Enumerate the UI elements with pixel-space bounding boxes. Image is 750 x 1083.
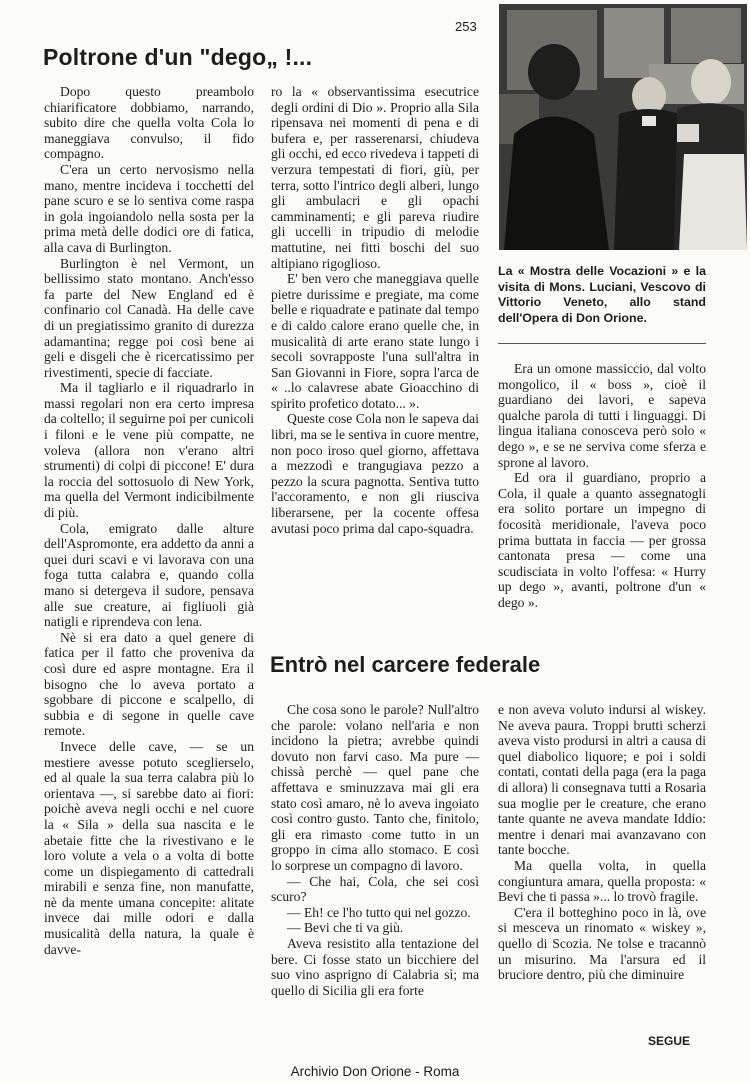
paragraph: Ed ora il guardiano, proprio a Cola, il quale a quanto assegnatogli era solito portare un impegno di focosità meridionale, l'aveva poco prima buttata in faccia — per grossa cantonata presa — come una scudisciata in volto l'offesa: « Hurry up dego », avanti, poltrone d'un « dego ».	[498, 470, 706, 610]
paragraph: Queste cose Cola non le sapeva dai libri, ma se le sentiva in cuore mentre, non poco iroso quel giorno, affettava a mezzodì e trangugiava pezzo a pezzo la scura pagnotta. Sentiva tutto l'accoramento, e non gli riusciva liberarsene, per la cocente offesa avutasi poco prima dal capo-squadra.	[271, 411, 479, 536]
paragraph: ro la « observantissima esecutrice degli ordini di Dio ». Proprio alla Sila ripensava nei momenti di pena e di bufera e, per rasserenarsi, chiudeva gli occhi, ed ecco rivedeva i tappeti di verzura tempestati di fiori, giù, per terra, sotto l'intrico degli alberi, lungo gli ambulacri e gli opachi camminamenti; e gli pareva riudire gli uccelli in tripudio di melodie mattutine, nei fitti boschi del suo altipiano rigoglioso.	[271, 84, 479, 271]
paragraph: Era un omone massiccio, dal volto mongolico, il « boss », cioè il guardiano dei lavori, e sapeva qualche parola di tutti i linguaggi. Di lingua italiana conosceva però solo « dego », e se ne serviva come sferza e sprone al lavoro.	[498, 361, 706, 470]
paragraph: Burlington è nel Vermont, un bellissimo stato montano. Anch'esso fa parte del New England ed è confinario col Canadà. Ha delle cave di un pregiatissimo granito di durezza adamantina; regge poi così bene ai geli e disgeli che è ricercatissimo per rivestimenti, specie di facciate.	[44, 255, 254, 380]
page-number: 253	[455, 19, 477, 34]
paragraph: Nè si era dato a quel genere di fatica per il fatto che proveniva da così dure ed aspre montagne. Era il bisogno che lo aveva portato a sgobbare di piccone e scalpello, di subbia e di segone in quelle cave remote.	[44, 629, 254, 739]
archive-footer: Archivio Don Orione - Roma	[290, 1064, 460, 1079]
paragraph: Dopo questo preambolo chiarificatore dobbiamo, narrando, subito dire che quella volta Cola lo maneggiava convulso, il fido compagno.	[44, 84, 254, 162]
section-heading: Entrò nel carcere federale	[270, 652, 541, 677]
paragraph: — Che hai, Cola, che sei così scuro?	[271, 873, 479, 905]
photo-vocations-exhibition	[499, 4, 747, 250]
paragraph: Che cosa sono le parole? Null'altro che parole: volano nell'aria e non incidono la pietra; avrebbe quindi dovuto non farvi caso. Ma pure — chissà perchè — quel pane che affettava e sminuzzava mai gli era stato così amaro, nè lo aveva ingoiato così contro gusto. Tanto che, finitolo, gli era rimasto come tutto in un groppo in cima allo stomaco. E così lo sorprese un compagno di lavoro.	[271, 702, 479, 873]
photo-caption: La « Mostra delle Vocazioni » e la visita di Mons. Luciani, Vescovo di Vittorio Veneto, allo stand dell'Opera di Don Orione.	[498, 264, 706, 325]
paragraph: Ma il tagliarlo e il riquadrarlo in massi regolari non era certo impresa da coltello; il seguirne poi per cunicoli i filoni e le vene più compatte, ne voleva (allora non v'erano altri strumenti) di colpi di piccone! E' dura la roccia del sottosuolo di New York, ma quella del Vermont indicibilmente di più.	[44, 380, 254, 521]
text-column-4	[271, 702, 479, 998]
paragraph: Aveva resistito alla tentazione del bere. Ci fosse stato un bicchiere del suo vino asprigno di Calabria sì; ma quello di Sicilia gli era forte	[271, 935, 479, 998]
photo-illustration	[499, 4, 747, 250]
paragraph: Invece delle cave, — se un mestiere avesse potuto sceglierselo, ed al quale la sua terra calabra più lo orientava —, si sarebbe dato ai fiori: poichè aveva negli occhi e nel cuore la « Sila » della sua nascita e le abetaie fitte che la rivestivano e le loro volute a vela o a volta di botte come un dispiegamento di cattedrali mirabili e senza fine, non manufatte, nè da mente umana concepite: alitate invece dai mille odori e dalla musicalità della natura, la quale è davve-	[44, 738, 254, 957]
paragraph: — Bevi che ti va giù.	[287, 920, 404, 936]
caption-divider	[498, 343, 706, 344]
continues-label: SEGUE	[648, 1034, 691, 1048]
paragraph: — Eh! ce l'ho tutto qui nel gozzo.	[287, 904, 471, 920]
paragraph: e non aveva voluto indursi al wiskey. Ne aveva paura. Troppi brutti scherzi aveva visto prodursi in altri a causa di quel diabolico liquore; e poi i soldi contati, contati della paga (era la paga di allora) li consegnava tutti a Rosaria sua moglie per le creature, che erano tante quante ne aveva mandate Iddio: mentre i denari mai avanzavano con tante bocche.	[498, 702, 706, 858]
text-column-1	[44, 84, 254, 957]
paragraph: C'era il botteghino poco in là, ove si mesceva un rinomato « wiskey », quello di Scozia. Ne tolse e tracannò un misurino. Ma l'arsura ed il bruciore dentro, più che diminuire	[498, 904, 706, 983]
paragraph: C'era un certo nervosismo nella mano, mentre incideva i tocchetti del pane scuro e se lo sentiva come raspa in gola ingoiandolo nella sosta per la prima metà delle dodici ore di fatica, alla cava di Burlington.	[44, 161, 254, 255]
text-column-3	[498, 361, 706, 611]
paragraph: E' ben vero che maneggiava quelle pietre durissime e pregiate, ma come belle e riquadrate e patinate dal tempo e di caldo calore erano quelle che, in musicalità di arte erano state lungo i secoli sovrapposte l'una sull'altra in San Giovanni in Fiore, sopra l'arca de « ..lo calavrese abate Gioacchino di spirito profetico dotato... ».	[271, 271, 479, 411]
text-column-5	[498, 702, 706, 983]
paragraph: Cola, emigrato dalle alture dell'Aspromonte, era addetto da anni a quei duri scavi e vi lavorava con una foga tutta calabra e, quando colla mano si detergeva il sudore, pensava alle sue creature, ai figliuoli già natigli e riprendeva con lena.	[44, 520, 254, 630]
text-column-2	[271, 84, 479, 536]
paragraph: Ma quella volta, in quella congiuntura amara, quella proposta: « Bevi che ti passa »... lo trovò fragile.	[498, 857, 706, 905]
article-title: Poltrone d'un "dego„ !...	[43, 44, 313, 70]
